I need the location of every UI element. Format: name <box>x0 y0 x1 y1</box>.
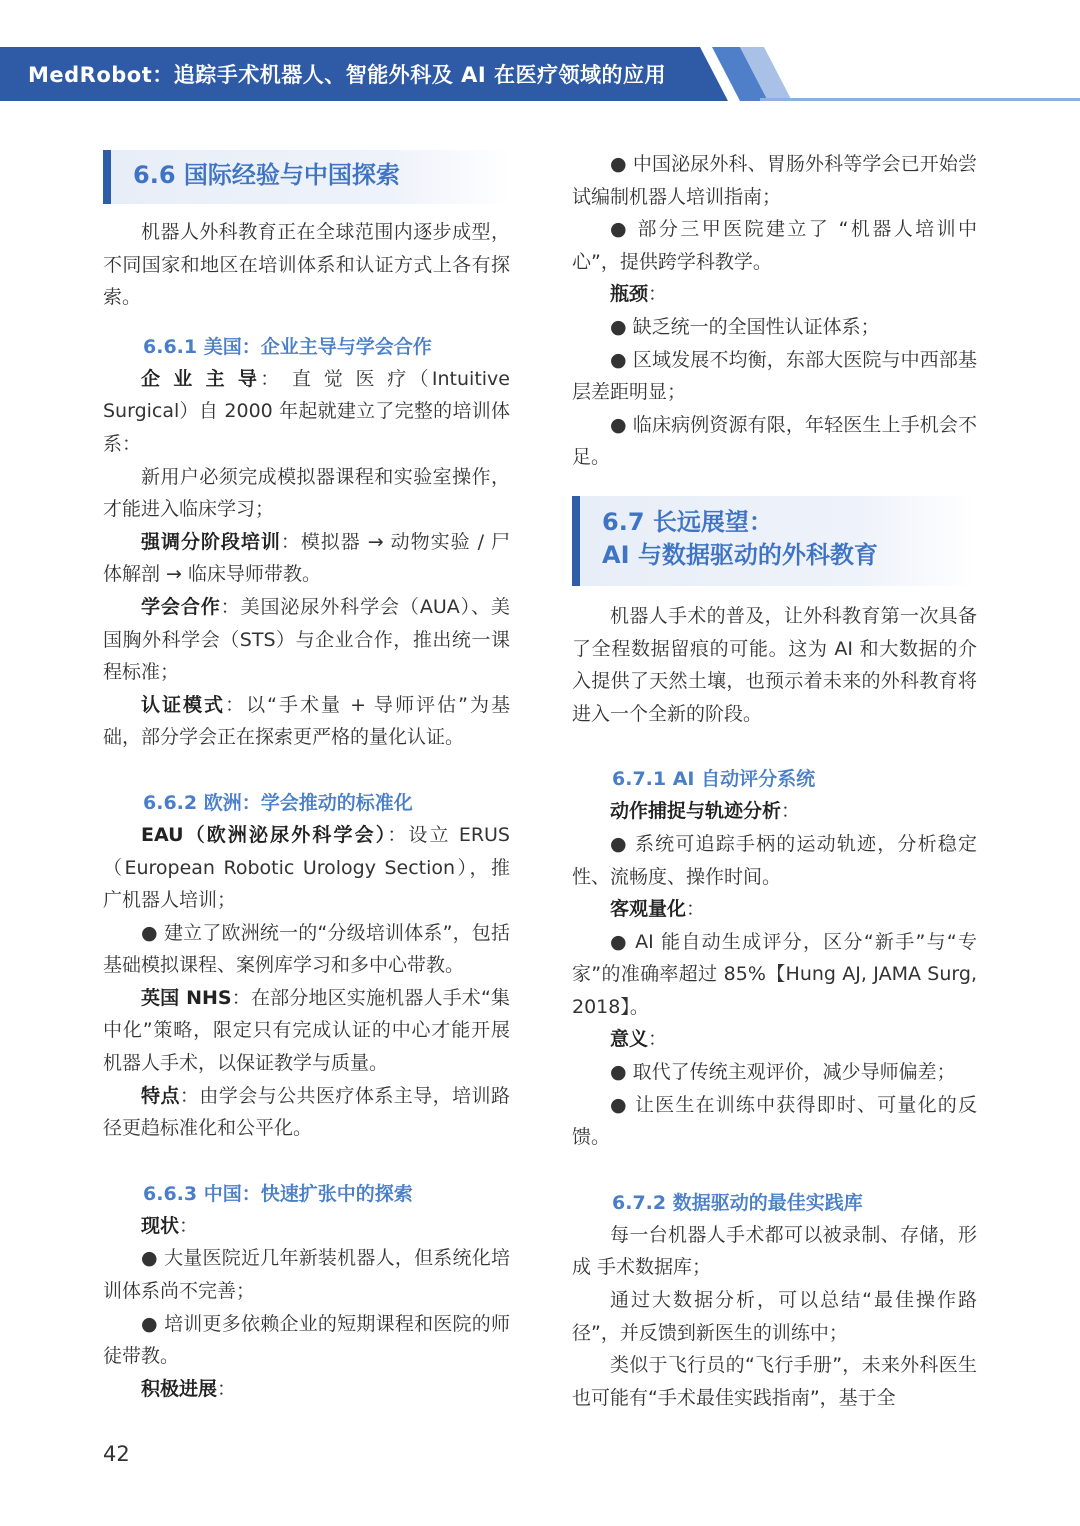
section-6-6-header <box>103 150 510 204</box>
subsection-6-6-1-title: 6.6.1 美国：企业主导与学会合作 <box>143 335 432 358</box>
bullet-item: ● 取代了传统主观评价，减少导师偏差； <box>610 1061 956 1084</box>
bold-label: 积极进展 <box>141 1377 218 1400</box>
bold-label: 动作捕捉与轨迹分析 <box>610 800 782 823</box>
bullet-item: ● AI 能自动生成评分，区分“新手”与“专家”的准确率超过 85%【Hung AJ, JAMA Surg, 2018】。 <box>572 930 977 1018</box>
bold-label: 意义 <box>610 1028 649 1051</box>
bold-label: 现状 <box>141 1214 180 1237</box>
paragraph-text: ： 直 觉 医 疗（Intuitive Surgical）自 2000 年起就建立了完整的培训体系： <box>103 367 510 455</box>
bold-label: 客观量化 <box>610 898 687 921</box>
paragraph-text: ：模拟器 → 动物实验 / 尸体解剖 → 临床导师带教。 <box>103 530 510 586</box>
bold-label: 学会合作 <box>141 595 221 618</box>
paragraph <box>103 689 510 754</box>
label-line: 意义： <box>610 1028 668 1051</box>
bullet-item: ● 建立了欧洲统一的“分级培训体系”，包括基础模拟课程、案例库学习和多中心带教。 <box>103 921 510 977</box>
paragraph <box>103 591 510 689</box>
bold-label: 瓶颈 <box>610 283 649 306</box>
paragraph-text: ：设立 ERUS（European Robotic Urology Section），推广机器人培训； <box>103 823 510 912</box>
label-line: 瓶颈： <box>610 283 668 306</box>
bullet-item: ● 培训更多依赖企业的短期课程和医院的师徒带教。 <box>103 1312 510 1368</box>
document-title: MedRobot：追踪手术机器人、智能外科及 AI 在医疗领域的应用 <box>28 63 666 87</box>
section-6-7-title <box>602 506 878 572</box>
label-line: 现状： <box>141 1214 199 1237</box>
paragraph <box>103 819 510 917</box>
bullet-item: ● 大量医院近几年新装机器人，但系统化培训体系尚不完善； <box>103 1247 510 1303</box>
label-line: 积极进展： <box>141 1377 237 1400</box>
subsection-6-7-1-title: 6.7.1 AI 自动评分系统 <box>612 768 816 791</box>
subsection-6-6-2-title: 6.6.2 欧洲：学会推动的标准化 <box>143 791 413 814</box>
paragraph <box>103 526 510 591</box>
bullet-item: ● 系统可追踪手柄的运动轨迹，分析稳定性、流畅度、操作时间。 <box>572 832 977 888</box>
bullet-item: ● 区域发展不均衡，东部大医院与中西部基层差距明显； <box>572 348 977 404</box>
section-6-6-intro: 机器人外科教育正在全球范围内逐步成型，不同国家和地区在培训体系和认证方式上各有探索。 <box>103 221 510 309</box>
bold-label: EAU（欧洲泌尿外科学会） <box>141 823 388 846</box>
bullet-item: ● 缺乏统一的全国性认证体系； <box>610 315 880 338</box>
paragraph <box>103 1080 510 1145</box>
left-column <box>103 150 510 1405</box>
section-6-7-title-line1: 6.7 长远展望： <box>602 507 773 536</box>
section-6-7-intro: 机器人手术的普及，让外科教育第一次具备了全程数据留痕的可能。这为 AI 和大数据的介入提供了天然土壤，也预示着未来的外科教育将进入一个全新的阶段。 <box>572 604 977 725</box>
paragraph: 新用户必须完成模拟器课程和实验室操作，才能进入临床学习； <box>103 465 510 521</box>
bullet-item: ● 部分三甲医院建立了 “机器人培训中心”，提供跨学科教学。 <box>572 218 977 273</box>
bold-label: 特点 <box>141 1084 180 1107</box>
paragraph-text: ：以“手术量 + 导师评估”为基础，部分学会正在探索更严格的量化认证。 <box>103 693 510 749</box>
bold-label: 强调分阶段培训 <box>141 530 281 553</box>
paragraph: 类似于飞行员的“飞行手册”，未来外科医生也可能有“手术最佳实践指南”，基于全 <box>572 1354 977 1409</box>
paragraph <box>103 982 510 1080</box>
page-number: 42 <box>103 1442 130 1466</box>
right-column <box>572 148 977 1414</box>
bold-label: 英国 NHS <box>141 986 232 1009</box>
paragraph: 每一台机器人手术都可以被录制、存储，形成 手术数据库； <box>572 1223 977 1279</box>
paragraph <box>103 363 510 461</box>
section-6-7-title-line2: AI 与数据驱动的外科教育 <box>602 540 878 569</box>
bold-label: 认证模式 <box>141 693 226 716</box>
label-line: 动作捕捉与轨迹分析： <box>610 800 801 823</box>
bullet-item: ● 中国泌尿外科、胃肠外科等学会已开始尝试编制机器人培训指南； <box>572 153 977 208</box>
bold-label: 企 业 主 导 <box>141 367 261 390</box>
paragraph-text: ：美国泌尿外科学会（AUA）、美国胸外科学会（STS）与企业合作，推出统一课程标准； <box>103 595 510 684</box>
section-6-6-title: 6.6 国际经验与中国探索 <box>133 161 400 189</box>
bullet-item: ● 临床病例资源有限，年轻医生上手机会不足。 <box>572 413 977 469</box>
header-banner <box>0 47 1080 101</box>
subsection-6-6-3-title: 6.6.3 中国：快速扩张中的探索 <box>143 1182 413 1205</box>
subsection-6-7-2-title: 6.7.2 数据驱动的最佳实践库 <box>612 1191 863 1214</box>
paragraph: 通过大数据分析，可以总结“最佳操作路径”，并反馈到新医生的训练中； <box>572 1289 977 1344</box>
paragraph-text: ：由学会与公共医疗体系主导，培训路径更趋标准化和公平化。 <box>103 1084 510 1140</box>
paragraph-text: ：在部分地区实施机器人手术“集中化”策略，限定只有完成认证的中心才能开展机器人手术，以保证教学与质量。 <box>103 986 510 1075</box>
section-6-7-header <box>572 496 977 586</box>
bullet-item: ● 让医生在训练中获得即时、可量化的反馈。 <box>572 1093 977 1149</box>
label-line: 客观量化： <box>610 898 706 921</box>
